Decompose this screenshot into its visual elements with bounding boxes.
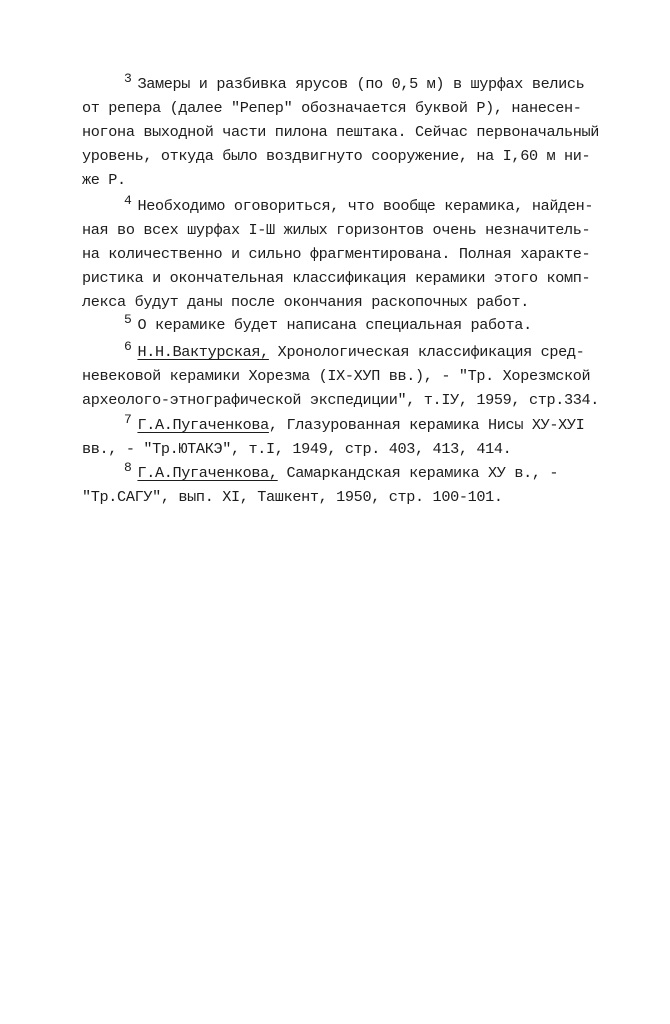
footnote-line: вв., - "Тр.ЮТАКЭ", т.I, 1949, стр. 403, 413, 414. [82, 440, 512, 458]
footnote-text: Хронологическая классификация сред- [268, 343, 585, 361]
footnote-text: О керамике будет написана специальная работа. [137, 316, 532, 334]
footnote-line [82, 413, 622, 437]
footnote-line: же Р. [82, 171, 126, 189]
footnote-3 [82, 72, 622, 192]
footnote-line [82, 194, 622, 218]
footnote-text: Необходимо оговориться, что вообще керамика, найден- [137, 197, 594, 215]
footnote-line: археолого-этнографической экспедиции", т.IУ, 1959, стр.334. [82, 391, 600, 409]
footnote-line: ногона выходной части пилона пештака. Сейчас первоначальный [82, 123, 600, 141]
footnote-text: Замеры и разбивка ярусов (по 0,5 м) в шурфах велись [137, 75, 585, 93]
footnote-line [82, 461, 622, 485]
footnote-line [82, 72, 622, 96]
footnote-line: от репера (далее "Репер" обозначается буквой Р), нанесен- [82, 99, 582, 117]
footnote-number: 7 [124, 412, 132, 427]
footnote-text: Самаркандская керамика ХУ в., - [277, 464, 559, 482]
footnote-4 [82, 194, 622, 314]
footnote-line: невековой керамики Хорезма (IX-ХУП вв.), - "Тр. Хорезмской [82, 367, 591, 385]
footnote-8 [82, 461, 622, 509]
footnote-line: "Тр.САГУ", вып. XI, Ташкент, 1950, стр. 100-101. [82, 488, 503, 506]
footnote-line: уровень, откуда было воздвигнуто сооружение, на I,60 м ни- [82, 147, 591, 165]
footnote-line: лекса будут даны после окончания раскопочных работ. [82, 293, 529, 311]
footnote-author: Н.Н.Вактурская, [137, 343, 269, 361]
footnote-number: 5 [124, 312, 132, 327]
footnote-number: 3 [124, 71, 132, 86]
footnote-line: ная во всех шурфах I-Ш жилых горизонтов очень незначитель- [82, 221, 591, 239]
footnote-author: Г.А.Пугаченкова [137, 416, 269, 434]
footnote-line [82, 313, 622, 337]
footnote-7 [82, 413, 622, 461]
footnote-line: ристика и окончательная классификация керамики этого комп- [82, 269, 591, 287]
footnote-line: на количественно и сильно фрагментирована. Полная характе- [82, 245, 591, 263]
footnote-6 [82, 340, 622, 412]
footnote-number: 4 [124, 193, 132, 208]
footnote-author: Г.А.Пугаченкова, [137, 464, 278, 482]
footnote-5 [82, 313, 622, 337]
footnote-number: 6 [124, 339, 132, 354]
footnote-text: , Глазурованная керамика Нисы ХУ-ХУI [268, 416, 585, 434]
footnote-number: 8 [124, 460, 132, 475]
footnote-line [82, 340, 622, 364]
